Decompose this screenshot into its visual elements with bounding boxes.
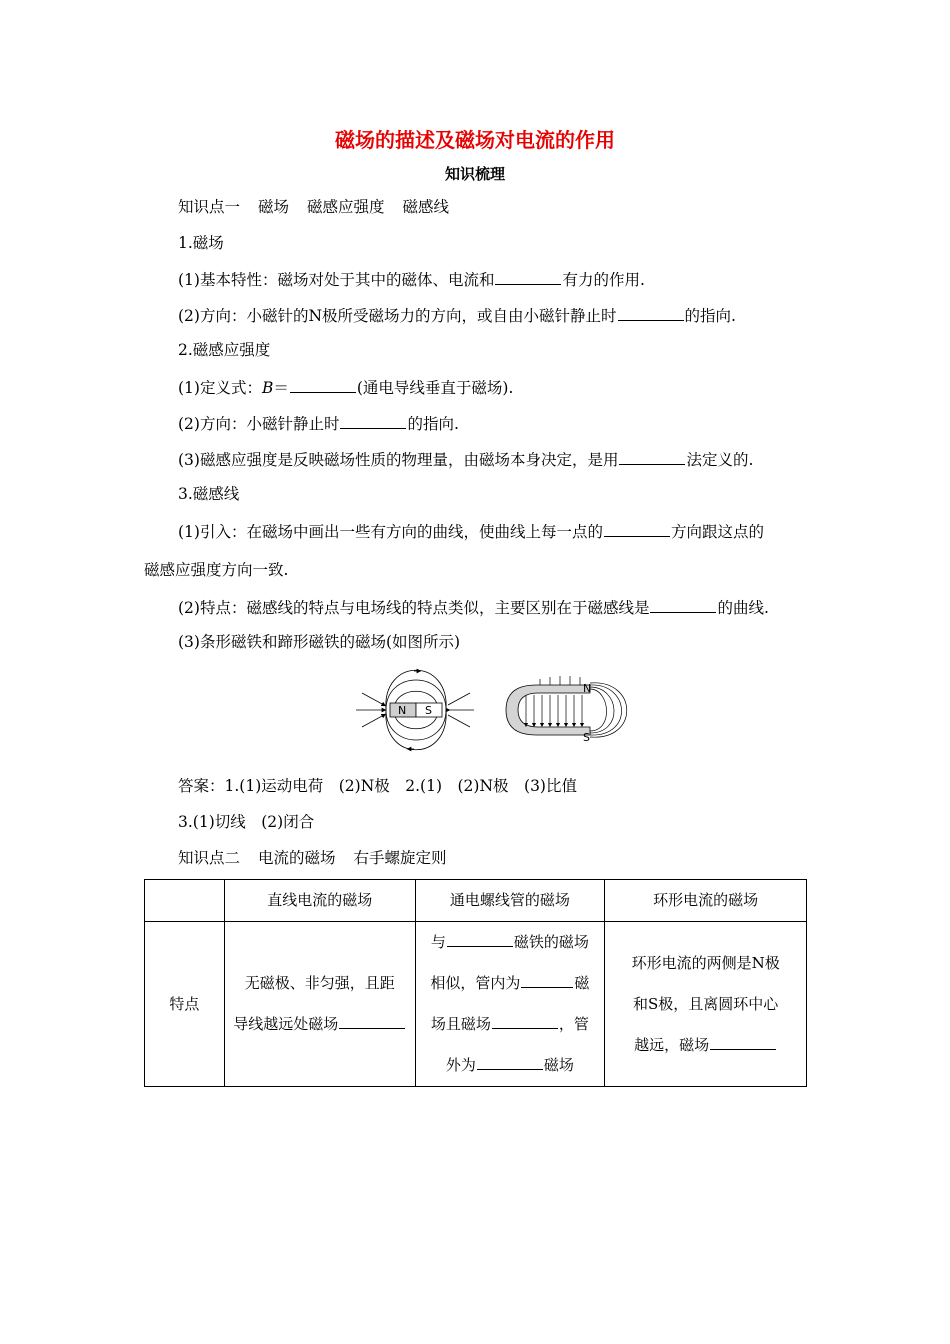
line-feature	[178, 596, 769, 618]
fill-blank[interactable]	[710, 1033, 776, 1050]
table-header-cell: 直线电流的磁场	[224, 880, 415, 922]
magnet-field-figure	[354, 665, 640, 757]
text: (3)磁感应强度是反映磁场性质的物理量，由磁场本身决定，是用	[178, 451, 619, 469]
horseshoe-s-label: S	[583, 731, 590, 744]
cell-line	[416, 963, 605, 1004]
cell-line: 无磁极、非匀强，且距	[244, 974, 395, 992]
cell-line	[605, 1025, 806, 1066]
fill-blank[interactable]	[618, 304, 684, 321]
table-header-row	[145, 880, 807, 922]
text: 越远，磁场	[634, 1035, 710, 1054]
text: 法定义的.	[686, 451, 754, 469]
solenoid-cell	[415, 922, 605, 1087]
cell-line	[225, 1004, 415, 1045]
fill-blank[interactable]	[495, 268, 561, 285]
cell-line	[416, 922, 605, 963]
text: 的曲线.	[717, 599, 769, 617]
answer-line-1: 答案：1.(1)运动电荷 (2)N极 2.(1) (2)N极 (3)比值	[178, 777, 577, 795]
text: 与	[430, 933, 446, 951]
text: (通电导线垂直于磁场).	[356, 379, 514, 397]
kp1-heading-part: 磁感应强度	[307, 198, 385, 216]
text: 方向跟这点的	[670, 523, 764, 541]
text: 磁场	[543, 1056, 574, 1074]
text: 的指向.	[407, 415, 459, 433]
kp2-heading-part: 知识点二	[178, 849, 241, 867]
fill-blank[interactable]	[290, 376, 356, 393]
text: 外为	[445, 1056, 476, 1074]
bar-s-label: S	[425, 704, 432, 717]
horseshoe-n-label: N	[583, 682, 592, 695]
kp2-heading	[178, 848, 447, 868]
current-field-table	[144, 879, 807, 1087]
text: (2)特点：磁感线的特点与电场线的特点类似，主要区别在于磁感线是	[178, 599, 650, 617]
cell-line	[416, 1045, 605, 1086]
cell-line	[416, 1004, 605, 1045]
text: (1)基本特性：磁场对处于其中的磁体、电流和	[178, 271, 495, 289]
section-field-lines: 3.磁感线	[178, 485, 240, 503]
text: 的指向.	[684, 307, 736, 325]
table-row	[145, 922, 807, 1087]
fill-blank[interactable]	[650, 596, 716, 613]
line-basic-property	[178, 268, 645, 290]
table-header-cell: 环形电流的磁场	[605, 880, 807, 922]
row-label: 特点	[145, 922, 225, 1087]
equals-sign: ＝	[273, 379, 289, 397]
text: 相似，管内为	[430, 974, 521, 992]
section-induction: 2.磁感应强度	[178, 341, 271, 359]
line-figure-caption: (3)条形磁铁和蹄形磁铁的磁场(如图所示)	[178, 633, 461, 651]
kp1-heading-part: 磁感线	[402, 198, 450, 216]
section-magnetic-field: 1.磁场	[178, 234, 224, 252]
bar-n-label: N	[398, 704, 407, 717]
text: (1)定义式：	[178, 379, 262, 397]
answer-line-2: 3.(1)切线 (2)闭合	[178, 813, 315, 831]
kp1-heading	[178, 197, 449, 217]
fill-blank[interactable]	[340, 412, 406, 429]
text: 导线越远处磁场	[233, 1015, 339, 1033]
line-definition	[178, 376, 513, 398]
table-header-cell	[145, 880, 225, 922]
line-direction	[178, 304, 736, 326]
fill-blank[interactable]	[521, 971, 573, 988]
text: 磁	[574, 974, 590, 992]
horseshoe-magnet	[506, 676, 627, 744]
ring-current-cell	[605, 922, 807, 1087]
text: (2)方向：小磁针的N极所受磁场力的方向，或自由小磁针静止时	[178, 307, 617, 325]
table-header-cell: 通电螺线管的磁场	[415, 880, 605, 922]
text: ，管	[558, 1015, 589, 1033]
text: (1)引入：在磁场中画出一些有方向的曲线，使曲线上每一点的	[178, 523, 603, 541]
text: 磁铁的磁场	[513, 933, 589, 951]
kp1-heading-part: 磁场	[258, 198, 290, 216]
line-induction-nature	[178, 448, 753, 470]
fill-blank[interactable]	[604, 520, 670, 537]
text: 场且磁场	[430, 1015, 491, 1033]
fill-blank[interactable]	[619, 448, 685, 465]
text: 有力的作用.	[562, 271, 645, 289]
line-introduction-cont: 磁感应强度方向一致.	[144, 561, 289, 579]
fill-blank[interactable]	[492, 1012, 558, 1029]
magnet-field-diagram	[354, 665, 640, 757]
section-subtitle: 知识梳理	[444, 165, 505, 183]
page-title: 磁场的描述及磁场对电流的作用	[335, 128, 615, 152]
line-introduction	[178, 520, 764, 542]
cell-line: 和S极，且离圆环中心	[633, 994, 779, 1013]
fill-blank[interactable]	[477, 1053, 543, 1070]
straight-current-cell	[224, 922, 415, 1087]
cell-line: 环形电流的两侧是N极	[631, 953, 780, 972]
kp2-heading-part: 右手螺旋定则	[353, 849, 447, 867]
fill-blank[interactable]	[339, 1012, 405, 1029]
kp2-heading-part: 电流的磁场	[258, 849, 336, 867]
kp1-heading-part: 知识点一	[178, 198, 241, 216]
text: (2)方向：小磁针静止时	[178, 415, 340, 433]
line-induction-direction	[178, 412, 459, 434]
variable-b: B	[261, 379, 274, 397]
fill-blank[interactable]	[447, 930, 513, 947]
